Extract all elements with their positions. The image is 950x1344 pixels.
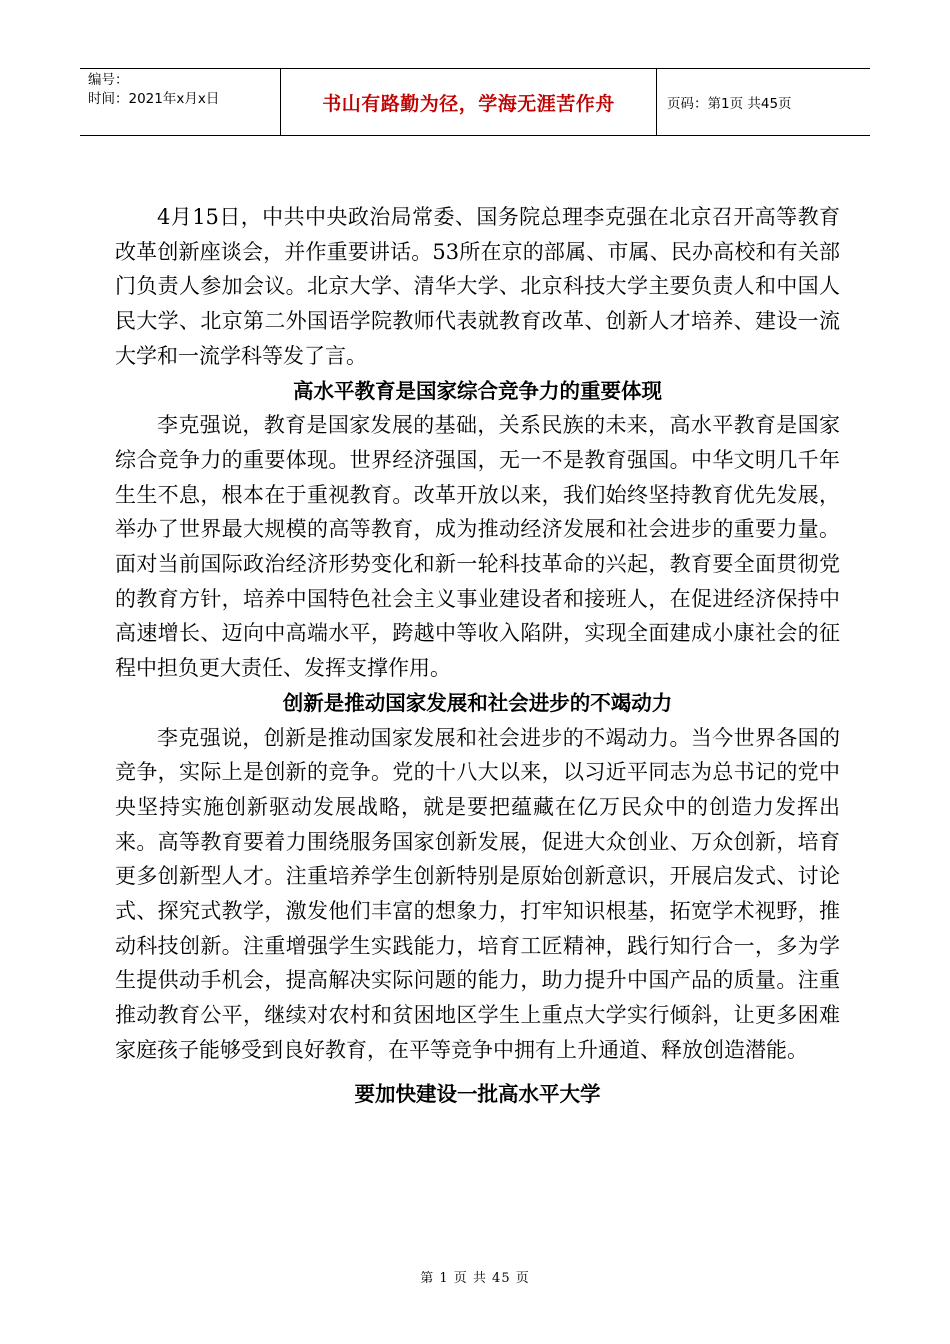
- document-number-label: 编号：: [88, 72, 129, 88]
- section-heading-3: 要加快建设一批高水平大学: [354, 1081, 601, 1106]
- paragraph-intro: 4月15日，中共中央政治局常委、国务院总理李克强在北京召开高等教育改革创新座谈会，并作重要讲话。53所在京的部属、市属、民办高校和有关部门负责人参加会议。北京大学、清华大学、北京科技大学主要负责人和中国人民大学、北京第二外国语学院教师代表就教育改革、创新人才培养、建设一流大学和一流学科等发了言。: [115, 205, 840, 368]
- document-time-label: 时间：2021年x月x日: [88, 91, 220, 107]
- section-heading-2: 创新是推动国家发展和社会进步的不竭动力: [282, 690, 673, 715]
- document-header: [80, 68, 870, 136]
- paragraph-innovation: 李克强说，创新是推动国家发展和社会进步的不竭动力。当今世界各国的竞争，实际上是创新的竞争。党的十八大以来，以习近平同志为总书记的党中央坚持实施创新驱动发展战略，就是要把蕴藏在亿万民众中的创造力发挥出来。高等教育要着力围绕服务国家创新发展，促进大众创业、万众创新，培育更多创新型人才。注重培养学生创新特别是原始创新意识，开展启发式、讨论式、探究式教学，激发他们丰富的想象力，打牢知识根基，拓宽学术视野，推动科技创新。注重增强学生实践能力，培育工匠精神，践行知行合一，多为学生提供动手机会，提高解决实际问题的能力，助力提升中国产品的质量。注重推动教育公平，继续对农村和贫困地区学生上重点大学实行倾斜，让更多困难家庭孩子能够受到良好教育，在平等竞争中拥有上升通道、释放创造潜能。: [115, 725, 840, 1062]
- header-page-info: 页码：第1页 共45页: [667, 96, 792, 112]
- document-body: [115, 200, 840, 1111]
- header-motto: 书山有路勤为径，学海无涯苦作舟: [281, 69, 657, 135]
- section-heading-1: 高水平教育是国家综合竞争力的重要体现: [293, 378, 662, 403]
- page-footer: 第 1 页 共 45 页: [420, 1271, 530, 1286]
- header-meta-cell: [80, 69, 281, 135]
- paragraph-education: 李克强说，教育是国家发展的基础，关系民族的未来，高水平教育是国家综合竞争力的重要体现。世界经济强国，无一不是教育强国。中华文明几千年生生不息，根本在于重视教育。改革开放以来，我们始终坚持教育优先发展，举办了世界最大规模的高等教育，成为推动经济发展和社会进步的重要力量。面对当前国际政治经济形势变化和新一轮科技革命的兴起，教育要全面贯彻党的教育方针，培养中国特色社会主义事业建设者和接班人，在促进经济保持中高速增长、迈向中高端水平，跨越中等收入陷阱，实现全面建成小康社会的征程中担负更大责任、发挥支撑作用。: [115, 413, 840, 681]
